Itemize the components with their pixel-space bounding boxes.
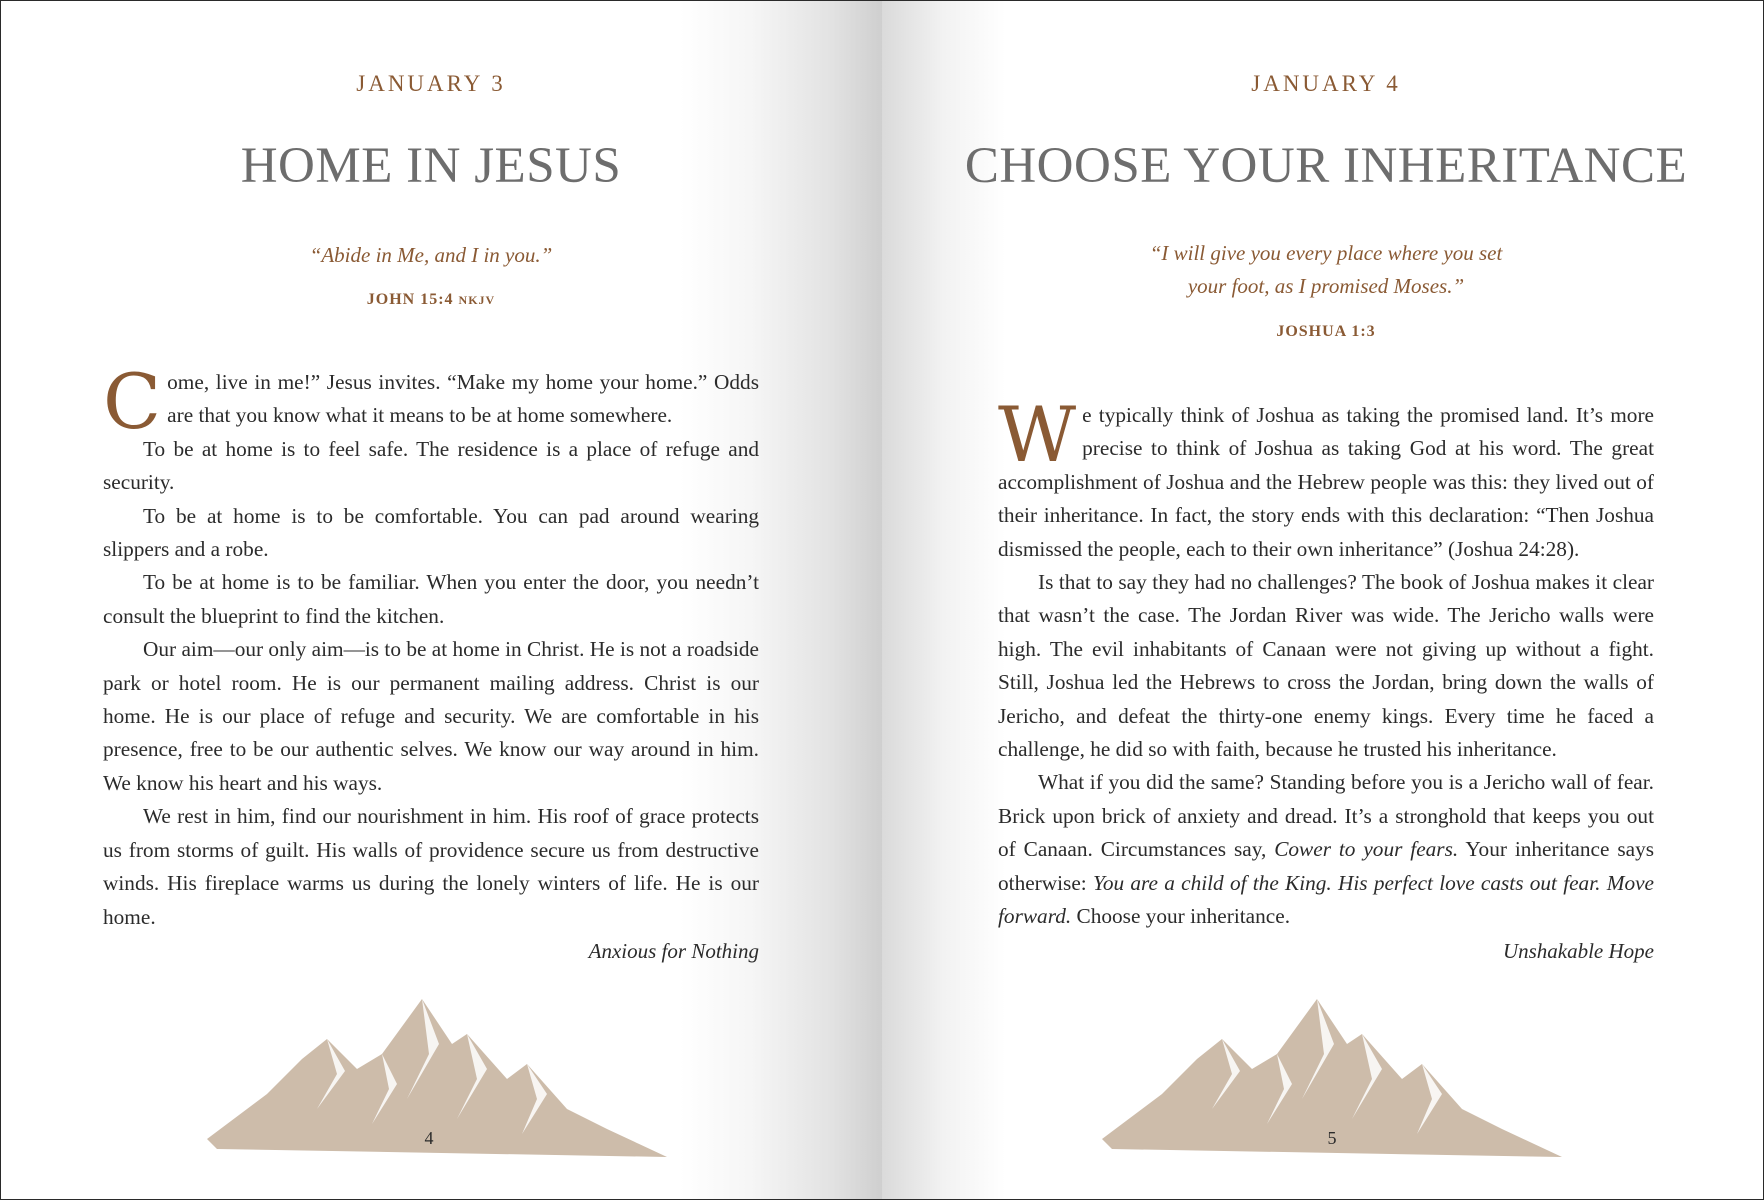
- scripture-verse: [998, 237, 1654, 303]
- left-page: [1, 1, 882, 1199]
- italic-phrase: You are a child of the King. His perfect love casts out fear. Move forward.: [998, 870, 1654, 929]
- body-paragraph: [998, 766, 1654, 933]
- devotional-body: [998, 390, 1655, 968]
- body-paragraph: To be at home is to be familiar. When you enter the door, you needn’t consult the blueprint to find the kitchen.: [103, 570, 759, 628]
- scripture-reference: [103, 291, 759, 309]
- paragraph-text: What if you did the same? Standing before you is a Jericho wall of fear. Brick upon brick of anxiety and dread. It’s a stronghold that keeps you out of Canaan. Circumstances say,: [998, 770, 1654, 862]
- verse-line: “I will give you every place where you set: [1149, 241, 1503, 265]
- body-paragraph: To be at home is to feel safe. The residence is a place of refuge and security.: [103, 436, 759, 495]
- verse-version: NKJV: [458, 293, 496, 307]
- page-number: 5: [1327, 1128, 1337, 1148]
- book-attribution: Anxious for Nothing: [588, 938, 759, 963]
- scripture-reference: JOSHUA 1:3: [1276, 323, 1376, 340]
- body-paragraph: We rest in him, find our nourishment in him. His roof of grace protects us from storms of guilt. His walls of providence secure us from destructive winds. His fireplace warms us during the lonely winters of life. He is our home.: [103, 804, 759, 929]
- page-date: JANUARY 4: [1251, 71, 1401, 96]
- verse-line: your foot, as I promised Moses.”: [1187, 274, 1465, 298]
- body-paragraph: Is that to say they had no challenges? The book of Joshua makes it clear that wasn’t the case. The Jordan River was wide. The Jericho walls were high. The evil inhabitants of Canaan were not giving up without a fight. Still, Joshua led the Hebrews to cross the Jordan, bring down the walls of Jericho, and defeat the thirty-one enemy kings. Every time he faced a challenge, he did so with faith, because he trusted his inheritance.: [998, 570, 1654, 762]
- italic-phrase: Cower to your fears.: [1274, 837, 1459, 862]
- paragraph-text: Choose your inheritance.: [1076, 904, 1291, 929]
- first-paragraph-text: e typically think of Joshua as taking the promised land. It’s more precise to think of Joshua as taking God at his word. The great accomplishment of Joshua and the Hebrew people was this: they lived out of their inheritance. In fact, the story ends with this declaration: “Then Joshua dismissed the people, each to their own inheritance” (Joshua 24:28).: [998, 403, 1654, 561]
- first-paragraph: [998, 390, 1654, 566]
- page-date: JANUARY 3: [356, 71, 506, 96]
- scripture-verse: “Abide in Me, and I in you.”: [309, 243, 553, 267]
- drop-cap: C: [103, 357, 162, 446]
- page-title: HOME IN JESUS: [240, 138, 622, 194]
- book-attribution: Unshakable Hope: [1502, 938, 1654, 963]
- verse-ref-text: JOHN 15:4: [366, 291, 454, 308]
- first-paragraph: [103, 357, 759, 446]
- first-paragraph-text: ome, live in me!” Jesus invites. “Make my home your home.” Odds are that you know what it means to be at home somewhere.: [167, 370, 759, 428]
- page-number: 4: [424, 1128, 434, 1148]
- paragraph-text: Your inheritance says otherwise:: [998, 837, 1655, 895]
- body-paragraph: Our aim—our only aim—is to be at home in Christ. He is not a roadside park or hotel room. He is our permanent mailing address. Christ is our home. He is our place of refuge and security. We are comfortable in his presence, free to be our authentic selves. We know our way around in him. We know his heart and his ways.: [103, 637, 759, 795]
- right-page: [882, 1, 1763, 1199]
- body-paragraph: To be at home is to be comfortable. You can pad around wearing slippers and a robe.: [103, 503, 759, 562]
- drop-cap: W: [998, 390, 1077, 479]
- devotional-body: [103, 357, 759, 968]
- page-title: CHOOSE YOUR INHERITANCE: [964, 138, 1688, 194]
